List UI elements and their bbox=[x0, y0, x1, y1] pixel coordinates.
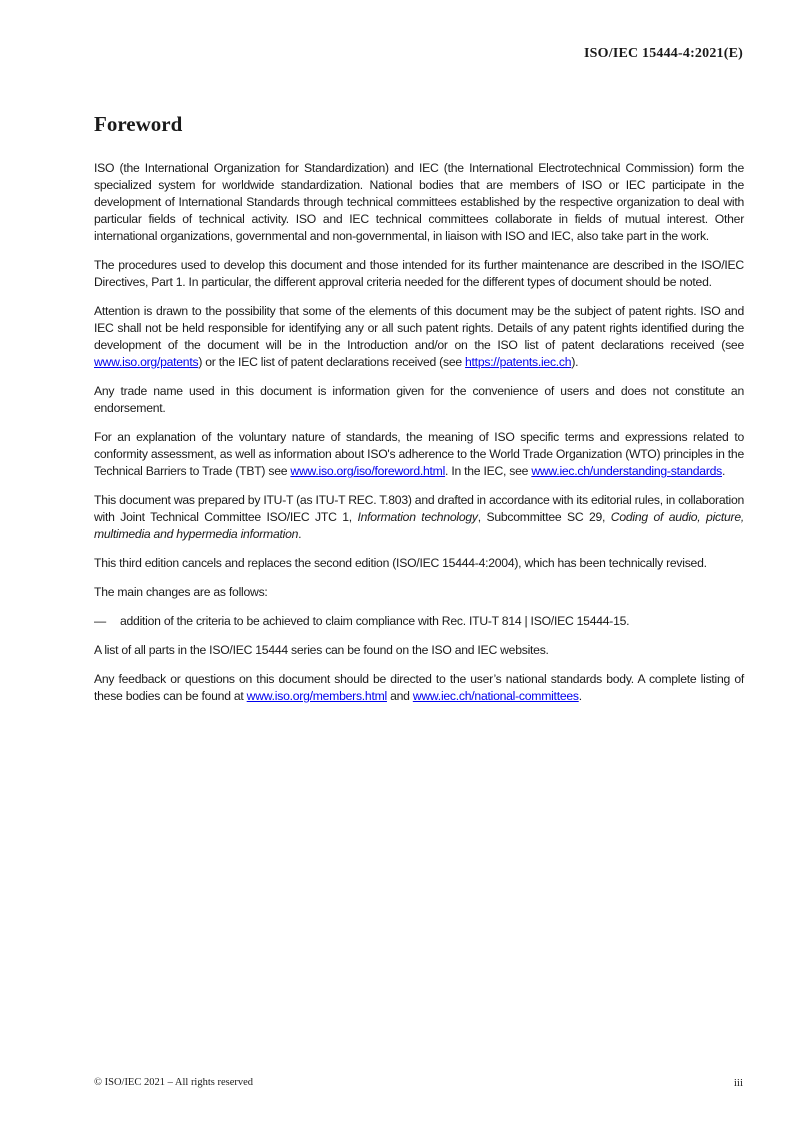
text-segment: This document was prepared by ITU-T (as ITU-T REC. T.803) and drafted in accordance with its editorial rules, in collaboration with Joint Technical Committee ISO/IEC JTC 1, bbox=[94, 493, 744, 524]
link-iec-understanding-standards[interactable]: www.iec.ch/understanding-standards bbox=[531, 464, 722, 478]
text-segment: Attention is drawn to the possibility that some of the elements of this document may be the subject of patent rights. ISO and IEC shall not be held responsible for identifying any or all such patent rights. Details of any patent rights identified during the development of the document will be in the Introduction and/or on the ISO list of patent declarations received (see bbox=[94, 304, 744, 352]
paragraph-prepared-by bbox=[94, 492, 744, 543]
text-segment: . bbox=[578, 689, 582, 703]
committee-title: Information technology bbox=[357, 510, 478, 524]
paragraph-edition: This third edition cancels and replaces the second edition (ISO/IEC 15444-4:2004), which has been technically revised. bbox=[94, 556, 707, 570]
paragraph-changes-intro: The main changes are as follows: bbox=[94, 585, 268, 599]
text-segment: ) or the IEC list of patent declarations received (see bbox=[198, 355, 466, 369]
dash-bullet: — bbox=[94, 614, 106, 628]
link-iso-patents[interactable]: www.iso.org/patents bbox=[94, 355, 199, 369]
text-segment: Any feedback or questions on this document should be directed to the user’s national standards body. A complete listing of these bodies can be found at bbox=[94, 672, 744, 703]
list-item-text: addition of the criteria to be achieved to claim compliance with Rec. ITU-T 814 | ISO/IEC 15444-15. bbox=[120, 614, 630, 628]
text-segment: and bbox=[386, 689, 413, 703]
text-segment: . bbox=[298, 527, 302, 541]
link-iec-national-committees[interactable]: www.iec.ch/national-committees bbox=[412, 689, 579, 703]
page-number: iii bbox=[733, 1077, 743, 1089]
list-item-change bbox=[94, 613, 744, 630]
text-segment: ). bbox=[571, 355, 579, 369]
foreword-body bbox=[94, 160, 744, 717]
page-title: Foreword bbox=[94, 112, 183, 136]
paragraph-patents bbox=[94, 303, 744, 371]
text-segment: . bbox=[722, 464, 726, 478]
link-iso-foreword[interactable]: www.iso.org/iso/foreword.html bbox=[290, 464, 446, 478]
paragraph-procedures: The procedures used to develop this document and those intended for its further maintenance are described in the ISO/IEC Directives, Part 1. In particular, the different approval criteria needed for the different types of document should be noted. bbox=[94, 258, 744, 289]
text-segment: , Subcommittee SC 29, bbox=[477, 510, 611, 524]
text-segment: . In the IEC, see bbox=[445, 464, 532, 478]
paragraph-trade-name: Any trade name used in this document is information given for the convenience of users and does not constitute an endorsement. bbox=[94, 384, 744, 415]
header-document-id: ISO/IEC 15444-4:2021(E) bbox=[584, 46, 743, 61]
link-iec-patents[interactable]: https://patents.iec.ch bbox=[465, 355, 572, 369]
text-segment: For an explanation of the voluntary nature of standards, the meaning of ISO specific terms and expressions related to conformity assessment, as well as information about ISO's adherence to the World Trade Organization (WTO) principles in the Technical Barriers to Trade (TBT) see bbox=[94, 430, 744, 478]
paragraph-feedback bbox=[94, 671, 744, 705]
paragraph-voluntary-nature bbox=[94, 429, 744, 480]
link-iso-members[interactable]: www.iso.org/members.html bbox=[246, 689, 387, 703]
footer-copyright: © ISO/IEC 2021 – All rights reserved bbox=[94, 1077, 254, 1088]
paragraph-series-list: A list of all parts in the ISO/IEC 15444 series can be found on the ISO and IEC websites. bbox=[94, 643, 549, 657]
subcommittee-title: Coding of audio, picture, multimedia and hypermedia information bbox=[94, 510, 745, 541]
paragraph-organizations: ISO (the International Organization for Standardization) and IEC (the International Electrotechnical Commission) form the specialized system for worldwide standardization. National bodies that are members of ISO or IEC participate in the development of International Standards through technical committees established by the respective organization to deal with particular fields of technical activity. ISO and IEC technical committees collaborate in fields of mutual interest. Other international organizations, governmental and non-governmental, in liaison with ISO and IEC, also take part in the work. bbox=[94, 161, 744, 243]
